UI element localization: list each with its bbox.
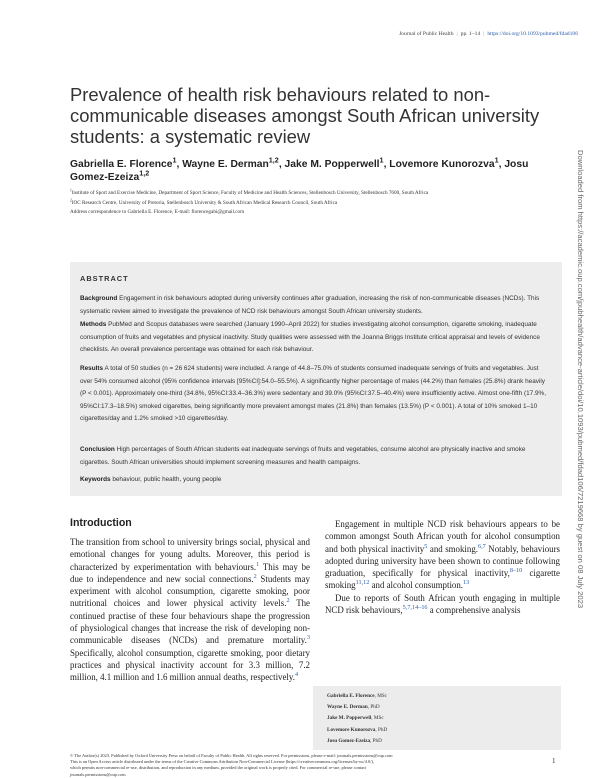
- intro-paragraph-3: Due to reports of South African youth engaging in multiple NCD risk behaviours,$^{5,7,14-16}$ a comprehensive analysis: [325, 592, 560, 616]
- reference-citation[interactable]: 5,7,14–16: [402, 604, 428, 612]
- abstract-heading: ABSTRACT: [80, 274, 129, 283]
- author-degree-row: Josu Gomez-Ezeiza, PhD: [327, 737, 382, 744]
- author-name: Josu Gomez-Ezeiza$^{1,2}$: [70, 159, 529, 183]
- correspondence: Address correspondence to Gabriella E. Florence, E-mail: florencegabi@gmail.com: [70, 209, 245, 215]
- reference-citation[interactable]: 2: [286, 597, 290, 605]
- abstract-methods: Methods PubMed and Scopus databases were searched (January 1990–April 2022) for studies investigating alcohol consumption, cigarette smoking, inadequate consumption of fruits and vegetables and physical inactivity. Study qualities were assessed with the Joanna Briggs Institute critical appraisal and levels of evidence checklists. An overall prevalence percentage was obtained for each risk behaviour.: [80, 321, 540, 354]
- affiliation-1: $^1$Institute of Sport and Exercise Medicine, Department of Sport Science, Faculty of Medicine and Health Sciences, Stellenbosch University, Stellenbosch 7600, South Africa: [70, 188, 429, 196]
- page-range: pp. 1–14: [460, 31, 481, 37]
- copyright-footer: © The Author(s) 2023. Published by Oxford University Press on behalf of Faculty of Public Health. All rights reserved. For permissions, please e-mail: journals.permissions@oup.com This is an Open Access article distributed under the terms of the Creative Commons Attribution Non-Commercial License (https://creativecommons.org/licenses/by-nc/4.0/), which permits non-commercial re-use, distribution, and reproduction in any medium, provided the original work is properly cited. For commercial re-use, please contact journals.permissions@oup.com: [70, 753, 393, 777]
- affiliation-2: $^2$IOC Research Centre, University of Pretoria, Stellenbosch University & South African Medical Research Council, South Africa: [70, 197, 338, 206]
- abstract-conclusion: Conclusion High percentages of South African students eat inadequate servings of fruits and vegetables, consume alcohol are physically inactive and smoke cigarettes. South African universities should implement screening measures and health campaigns.: [80, 446, 526, 466]
- reference-citation[interactable]: 13: [463, 579, 470, 587]
- journal-name: Journal of Public Health: [399, 31, 454, 37]
- author-list: Gabriella E. Florence$^1$, Wayne E. Derman$^{1,2}$, Jake M. Popperwell$^1$, Lovemore Kunorozva$^1$, Josu Gomez-Ezeiza$^{1,2}$: [70, 155, 529, 183]
- article-title: Prevalence of health risk behaviours related to non-communicable diseases amongst South African university students: a systematic review: [70, 84, 540, 147]
- reference-citation[interactable]: 1: [256, 560, 260, 568]
- reference-citation[interactable]: 6,7: [478, 542, 486, 550]
- reference-citation[interactable]: 8–10: [509, 567, 523, 575]
- author-degrees-box: [313, 686, 561, 750]
- reference-citation[interactable]: 2: [253, 572, 257, 580]
- running-head: Journal of Public Health | pp. 1–14 | https://doi.org/10.1093/pubmed/fdad106: [399, 31, 578, 37]
- abstract-background: Background Engagement in risk behaviours adopted during university continues after graduation, increasing the risk of non-communicable diseases (NCDs). This systematic review aimed to investigate the prevalence of NCD risk behaviours amongst South African university students.: [80, 295, 540, 315]
- author-name: Lovemore Kunorozva$^1$: [389, 155, 499, 170]
- download-stamp: Downloaded from https://academic.oup.com/jpubhealth/advance-article/doi/10.1093/pubmed/fdad106/7219668 by guest on 08 July 2023: [576, 150, 585, 609]
- affiliations: [70, 189, 550, 218]
- abstract-results: Results A total of 50 studies (n = 26 624 students) were included. A range of 44.8–75.0% of students consumed inadequate servings of fruits and vegetables. Just over 54% consumed alcohol (95% confidence intervals [95%CI]:54.0–55.5%). A significantly higher percentage of males (44.2%) than females (25.8%) drank heavily (P < 0.001). Approximately one-third (34.8%, 95%CI:33.4–36.3%) were sedentary and 39.0% (95%CI:37.5–40.4%) were insufficiently active. Almost one-fifth (17.9%, 95%CI:17.3–18.5%) smoked cigarettes, being significantly more prevalent amongst males (21.8%) than females (13.5%) (P < 0.001). A total of 10% smoked 1–10 cigarettes/day and 1.2% smoked >10 cigarettes/day.: [80, 365, 547, 423]
- author-name: Jake M. Popperwell$^1$: [284, 155, 384, 170]
- reference-citation[interactable]: 3: [306, 634, 310, 642]
- author-name: Gabriella E. Florence$^1$: [70, 155, 177, 170]
- doi-link[interactable]: https://doi.org/10.1093/pubmed/fdad106: [487, 31, 578, 37]
- reference-citation[interactable]: 5: [424, 542, 428, 550]
- author-name: Wayne E. Derman$^{1,2}$: [182, 155, 279, 170]
- author-degree-row: Gabriella E. Florence, MSc: [327, 693, 387, 699]
- reference-citation[interactable]: 11,12: [355, 579, 370, 587]
- author-degree-row: Jake M. Popperwell, MSc: [327, 715, 384, 722]
- page-number: 1: [552, 757, 556, 765]
- author-degree-row: Wayne E. Derman, PhD: [327, 704, 380, 711]
- intro-paragraph-2: Engagement in multiple NCD risk behaviours appears to be common amongst South African youth for alcohol consumption and both physical inactivity$^5$ and smoking.$^{6,7}$ Notably, behaviours adopted during university have been shown to continue following graduation, specifically for physical inactivity,$^{8-10}$ cigarette smoking$^{11,12}$ and alcohol consumption.$^{13}$: [325, 519, 560, 591]
- abstract-keywords: Keywords behaviour, public health, young people: [80, 476, 222, 483]
- intro-left-column: The transition from school to university brings social, physical and emotional changes for young adults. Moreover, this period is characterized by experimentation with behaviours.$^1$ This may be due to independence and new social connections.$^2$ Students may experiment with alcohol consumption, cigarette smoking, poor nutritional choices and lower physical activity levels.$^2$ The continued practise of these four behaviours shape the progression of physiological changes that increase the risk of developing non-communicable diseases (NCDs) and premature mortality.$^3$ Specifically, alcohol consumption, cigarette smoking, poor dietary practices and physical inactivity account for 3.3 million, 7.2 million, 4.1 million and 1.6 million annual deaths, respectively.$^4$: [70, 537, 310, 683]
- intro-right-column: [325, 518, 560, 616]
- abstract-box: [70, 262, 562, 496]
- section-heading-introduction: Introduction: [70, 517, 132, 529]
- reference-citation[interactable]: 4: [294, 671, 299, 679]
- author-degree-row: Lovemore Kunorozva, PhD: [327, 726, 388, 733]
